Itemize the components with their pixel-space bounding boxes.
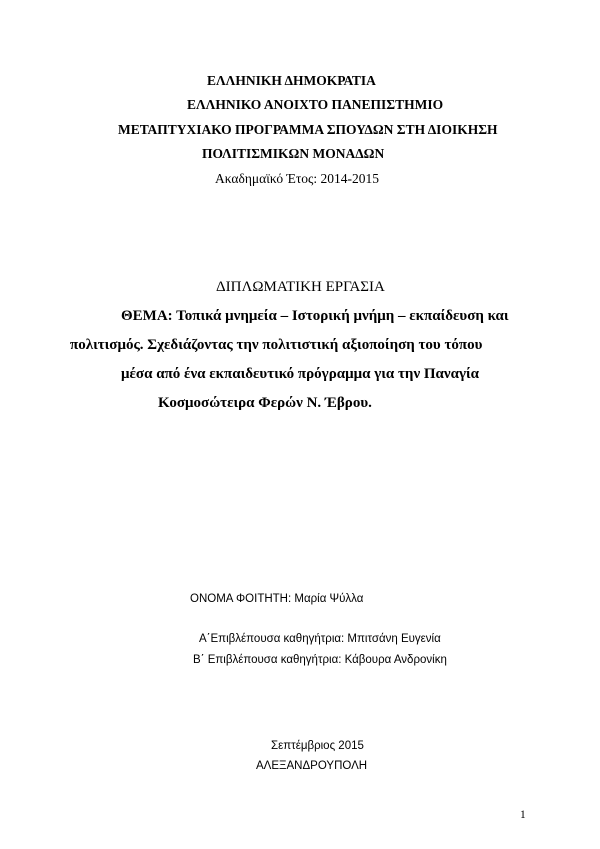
academic-year: Ακαδημαϊκό Έτος: 2014-2015 [215,171,380,186]
theme-line-4: Κοσμοσώτειρα Φερών Ν. Έβρου. [158,395,372,411]
theme-line-2: πολιτισμός. Σχεδιάζοντας την πολιτιστική αξιοποίηση του τόπου [70,337,483,353]
date: Σεπτέμβριος 2015 [271,740,364,752]
thesis-type: ΔΙΠΛΩΜΑΤΙΚΗ ΕΡΓΑΣΙΑ [216,279,385,295]
theme-line-3: μέσα από ένα εκπαιδευτικό πρόγραμμα για την Παναγία [121,366,480,382]
header-university: ΕΛΛΗΝΙΚΟ ΑΝΟΙΧΤΟ ΠΑΝΕΠΙΣΤΗΜΙΟ [187,97,444,112]
student-name: ΟΝΟΜΑ ΦΟΙΤΗΤΗ: Μαρία Ψύλλα [190,593,364,605]
city: ΑΛΕΞΑΝΔΡΟΥΠΟΛΗ [256,760,368,772]
supervisor-b: Β΄ Επιβλέπουσα καθηγήτρια: Κάβουρα Ανδρονίκη [193,654,447,666]
page-number: 1 [520,809,526,821]
header-program: ΜΕΤΑΠΤΥΧΙΑΚΟ ΠΡΟΓΡΑΜΜΑ ΣΠΟΥΔΩΝ ΣΤΗ ΔΙΟΙΚΗΣΗ [118,122,498,137]
supervisor-a: Α΄Επιβλέπουσα καθηγήτρια: Μπιτσάνη Ευγενία [199,633,441,645]
header-program-cont: ΠΟΛΙΤΙΣΜΙΚΩΝ ΜΟΝΑΔΩΝ [202,146,385,161]
header-republic: ΕΛΛΗΝΙΚΗ ΔΗΜΟΚΡΑΤΙΑ [207,73,376,88]
theme-line-1: ΘΕΜΑ: Τοπικά μνημεία – Ιστορική μνήμη – εκπαίδευση και [121,308,509,324]
